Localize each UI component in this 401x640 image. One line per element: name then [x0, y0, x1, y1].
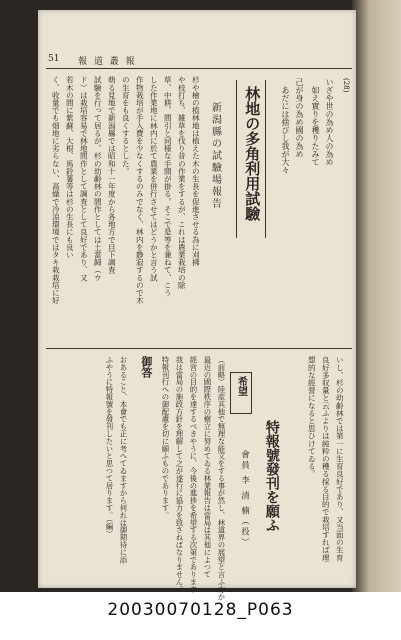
wish-title: 特報號發刊を願ふ	[263, 420, 280, 532]
document-page	[38, 10, 356, 601]
article-subtitle: 新潟縣の試驗場報告	[209, 102, 221, 210]
continuation-line: 良好多収量と云ふよりは純粋の穫る採る目的で栽培すれば理	[321, 356, 331, 562]
article-body-line: の生育をも良くするとした。	[121, 76, 131, 175]
poem-line: 己が身の為め國の為め	[295, 78, 304, 158]
poem-line: 如え實りを穫りたみて	[311, 86, 320, 166]
wish-body-line: 我は當局の施政方針を理解して之が遂行に協力を致さねばなりません。	[174, 356, 184, 593]
running-title: 報 道 叢 報	[78, 57, 137, 67]
wish-body-line: 經営の目的を達するべきやうに、今後の進捗を希望する次第であります	[188, 356, 198, 593]
article-body-line: 作物栽培が手入費を少なくするのみでなく、林内を静寂するので木	[135, 76, 145, 304]
poem-number: (28)	[342, 78, 350, 93]
poem-line: あだには捨びし我が大々	[281, 86, 290, 174]
poem-line: いざや世の為め人の為め	[325, 78, 334, 166]
wish-body-line: 特報刊行への御配慮を切に願ふものであります。	[160, 356, 170, 519]
article-body-line: した作業地に林内に於て農業を併行させてはどうかと言う試	[149, 76, 159, 282]
article-body-line: ド）は栽培容易で林地間作として調査として良好であり、又	[79, 76, 89, 282]
article-body-line: 草、中耕、間引と同様な手間が掛る。そこで是等を兼ねて、こう	[163, 76, 173, 297]
article-body-line: 杉や檜の植林地は植えた木の生長を促進させる為に刈拂	[191, 76, 201, 266]
wish-badge: 希望	[235, 376, 247, 396]
reply-body-line: ふやうに特報號を發刊したいと思つて居ります。（編）	[104, 356, 114, 538]
article-body-line: 試驗を行って居るが、杉の幼齢林の間作としては土當歸（ウ	[93, 76, 103, 282]
continuation-line: いし、杉の幼齢林では第一に生育良好であり、又当面の生育	[335, 356, 345, 562]
page-number: 51	[48, 54, 60, 64]
article-body-line: 若木の間に紫蘇、大根、馬鈴薯等は杉の生長にも良い	[65, 76, 75, 259]
reply-heading: 御答	[139, 356, 153, 378]
continuation-line: 想的な經營になると思ひけてゐる。	[307, 356, 317, 478]
wish-body-line: 最近の國際秩序の樹立に努めてゐる林業報告は當局は其他によつて	[202, 356, 212, 578]
wish-body-line: （前略）陸産其他で無理な能文をする事が然し、林道界の展望と言ふ方か	[216, 356, 226, 601]
wish-author: 會員 李 清 楠（投）	[239, 450, 250, 549]
article-title-box	[236, 80, 266, 238]
article-title: 林地の多角利用試驗	[243, 86, 262, 221]
poem-block	[268, 76, 350, 174]
wish-badge-box	[230, 372, 252, 414]
archive-caption: 20030070128_P063	[107, 600, 294, 620]
book-spine	[352, 0, 401, 592]
reply-body-line: おあること、本會でも正に考へてゐますから何れは御期待に添	[118, 356, 128, 564]
header-rule	[46, 68, 352, 69]
article-body-line: く、收量でも畑地に劣らない、高燥で冷涼環境ではタキ栽栽培に好	[51, 76, 61, 304]
article-body-line: 萌る見地で新潟縣では昭和十一年度から各地方で目下調査	[107, 76, 117, 274]
article-body-line: や枝打ち、雑草を伐り昔の作業をするが、これは農業栽培の除	[177, 76, 187, 289]
section-divider	[46, 348, 352, 349]
